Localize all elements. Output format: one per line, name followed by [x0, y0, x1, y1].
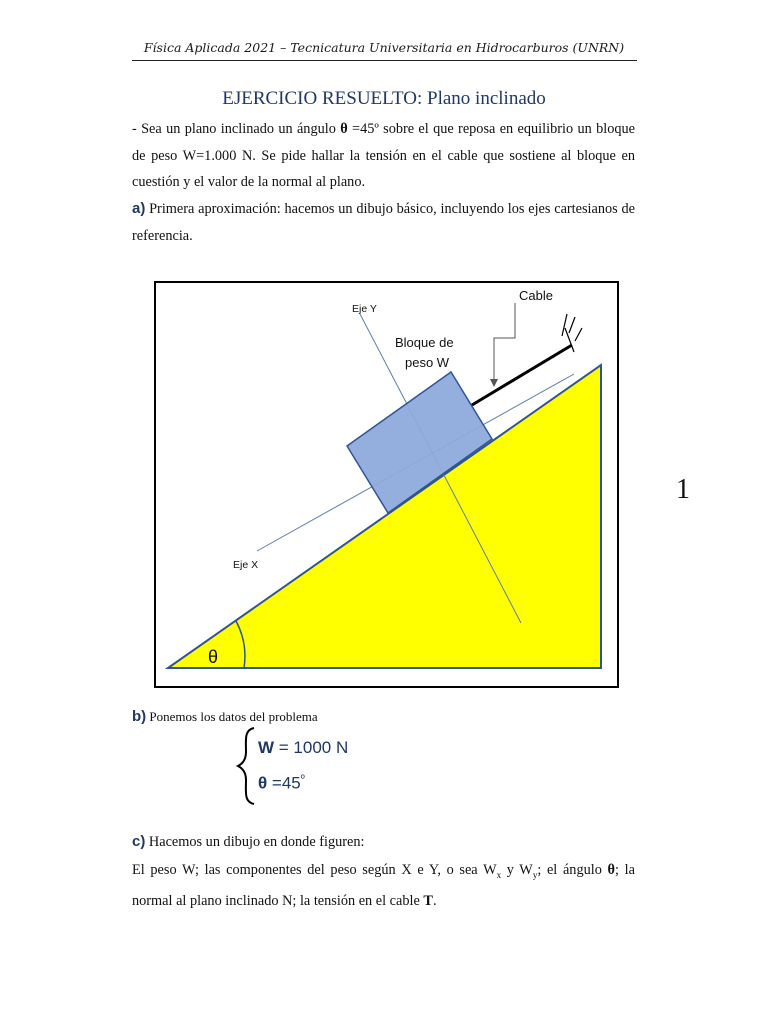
- tension-symbol: T: [423, 893, 433, 910]
- part-c-theta: θ: [607, 862, 616, 878]
- part-c-text: Hacemos un dibujo en donde figuren:: [145, 834, 365, 850]
- theta-symbol: θ: [340, 121, 348, 137]
- part-c-label: c): [132, 833, 146, 850]
- part-c-line-d: ; la normal al plano inclinado N; la tensión en el cable: [132, 862, 635, 910]
- problem-statement: [132, 116, 635, 196]
- part-c-line-c: ; el ángulo: [537, 862, 608, 878]
- page-number: 1: [676, 474, 690, 505]
- theta-value: =45: [267, 773, 301, 793]
- w-value: = 1000 N: [274, 738, 349, 757]
- y-axis-label: Eje Y: [352, 303, 377, 315]
- weight-data: [258, 738, 348, 758]
- part-c-line-b: y W: [501, 862, 533, 878]
- part-b-text: Ponemos los datos del problema: [146, 709, 318, 724]
- part-b: [132, 708, 318, 726]
- sub-x: x: [496, 869, 502, 880]
- statement-text-cont: =45º sobre el que reposa en equilibrio un bloque de peso W=1.000 N. Se pide hallar la tensión en el cable que sostiene al bloque en cuestión y el valor de la normal al plano.: [132, 121, 635, 190]
- curly-brace: [236, 726, 256, 806]
- page-title: EJERCICIO RESUELTO: Plano inclinado: [222, 88, 546, 109]
- block-label-line1: Bloque de: [395, 335, 454, 350]
- theta-data-symbol: θ: [258, 773, 268, 793]
- part-a-text: Primera aproximación: hacemos un dibujo básico, incluyendo los ejes cartesianos de referencia.: [132, 201, 635, 244]
- degree-symbol: º: [300, 773, 305, 785]
- angle-theta-label: θ: [208, 647, 219, 667]
- inclined-plane-figure: [154, 281, 619, 688]
- part-c-detail: [132, 857, 635, 915]
- part-b-label: b): [132, 708, 147, 725]
- part-a: [132, 196, 635, 249]
- sub-y: y: [532, 869, 538, 880]
- part-a-label: a): [132, 200, 146, 217]
- part-c: [132, 829, 635, 856]
- statement-text: - Sea un plano inclinado un ángulo: [132, 121, 341, 137]
- w-symbol: W: [258, 738, 275, 757]
- header-rule: [132, 60, 637, 61]
- page-header: Física Aplicada 2021 – Tecnicatura Universitaria en Hidrocarburos (UNRN): [143, 40, 625, 55]
- block-label-line2: peso W: [405, 355, 450, 370]
- part-c-line: El peso W; las componentes del peso según X e Y, o sea W: [132, 862, 497, 878]
- part-c-end: .: [432, 893, 437, 910]
- x-axis-label: Eje X: [233, 559, 259, 571]
- cable-label: Cable: [519, 288, 553, 303]
- angle-data: [258, 773, 305, 794]
